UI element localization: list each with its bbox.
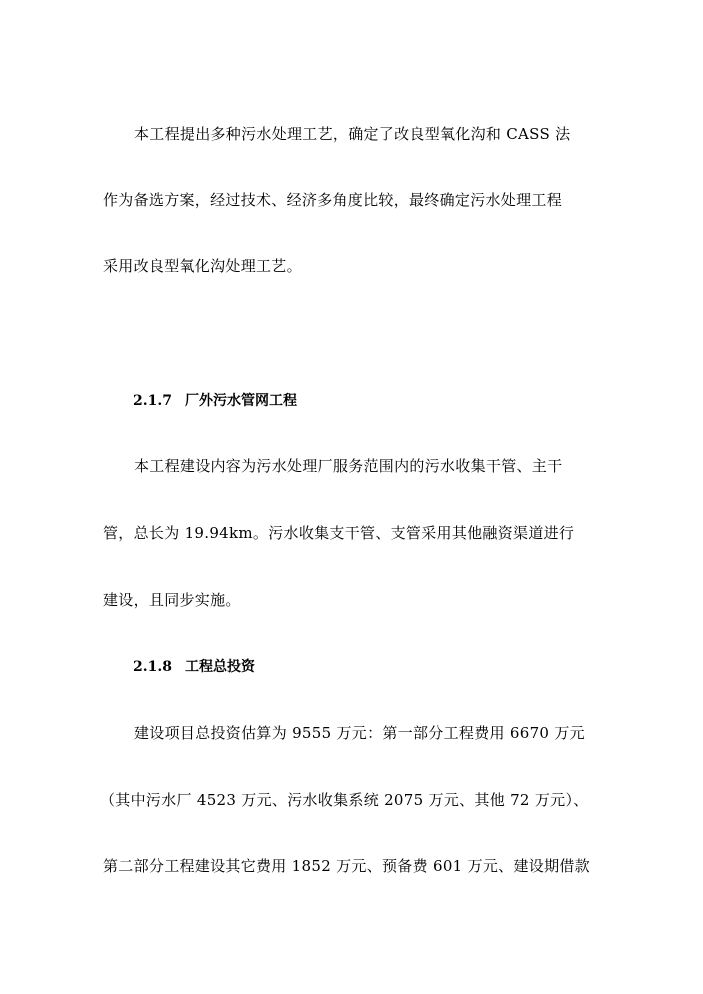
paragraph-pipeline-line-2: 管，总长为 19.94km。污水收集支干管、支管采用其他融资渠道进行 xyxy=(103,524,575,542)
paragraph-investment-line-3: 第二部分工程建设其它费用 1852 万元、预备费 601 万元、建设期借款 xyxy=(103,857,590,875)
paragraph-investment-line-2: （其中污水厂 4523 万元、污水收集系统 2075 万元、其他 72 万元）、 xyxy=(100,791,589,809)
section-title: 工程总投资 xyxy=(185,659,255,675)
paragraph-process-line-2: 作为备选方案，经过技术、经济多角度比较，最终确定污水处理工程 xyxy=(103,191,563,209)
paragraph-investment-line-1: 建设项目总投资估算为 9555 万元：第一部分工程费用 6670 万元 xyxy=(134,724,585,742)
section-number: 2.1.8 xyxy=(133,659,172,675)
paragraph-pipeline-line-1: 本工程建设内容为污水处理厂服务范围内的污水收集干管、主干 xyxy=(134,457,563,475)
section-heading-2-1-8 xyxy=(133,657,255,677)
section-number: 2.1.7 xyxy=(133,393,172,409)
paragraph-pipeline-line-3: 建设，且同步实施。 xyxy=(103,591,241,609)
paragraph-process-line-1: 本工程提出多种污水处理工艺，确定了改良型氧化沟和 CASS 法 xyxy=(134,125,571,143)
section-title: 厂外污水管网工程 xyxy=(185,393,297,409)
section-heading-2-1-7 xyxy=(133,391,297,411)
paragraph-process-line-3: 采用改良型氧化沟处理工艺。 xyxy=(103,257,302,275)
